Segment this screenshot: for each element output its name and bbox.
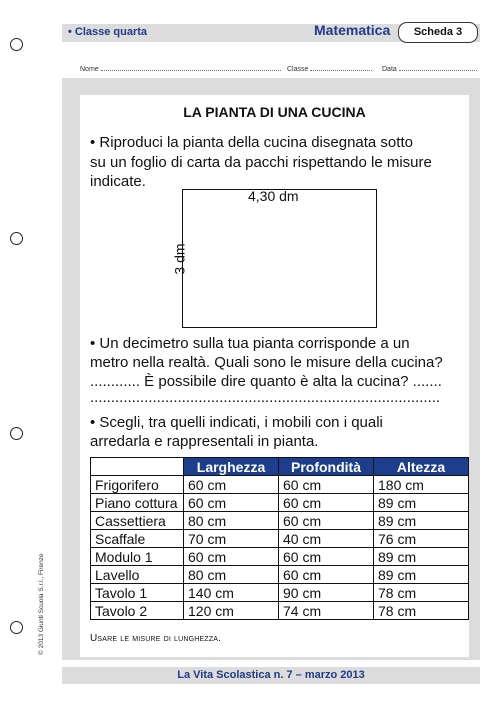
- depth-cell: 60 cm: [279, 548, 374, 566]
- header-height: Altezza: [374, 458, 469, 476]
- furniture-name: Lavello: [91, 566, 184, 584]
- table-row: [91, 530, 469, 548]
- copyright-notice: © 2013 Giunti Scuola S.r.l., Firenze: [38, 553, 45, 655]
- width-cell: 60 cm: [184, 476, 279, 494]
- furniture-table: [90, 457, 469, 620]
- table-row: [91, 548, 469, 566]
- table-row: [91, 476, 469, 494]
- footer-bar: La Vita Scolastica n. 7 – marzo 2013: [62, 667, 480, 684]
- plan-width-label: 4,30 dm: [248, 188, 299, 204]
- table-corner-cell: [91, 458, 184, 476]
- instruction-3-line-2: arredarla e rappresentali in pianta.: [90, 433, 319, 450]
- class-field[interactable]: [287, 64, 372, 73]
- depth-cell: 90 cm: [279, 584, 374, 602]
- class-blank[interactable]: [310, 64, 372, 71]
- answer-dotted-line[interactable]: ....................................................................................: [90, 389, 441, 406]
- depth-cell: 60 cm: [279, 512, 374, 530]
- width-cell: 70 cm: [184, 530, 279, 548]
- header-width: Larghezza: [184, 458, 279, 476]
- depth-cell: 74 cm: [279, 602, 374, 620]
- table-row: [91, 584, 469, 602]
- instruction-3-line-1: • Scegli, tra quelli indicati, i mobili con i quali: [90, 414, 383, 431]
- table-row: [91, 494, 469, 512]
- date-label: Data: [382, 66, 397, 73]
- furniture-name: Modulo 1: [91, 548, 184, 566]
- table-row: [91, 602, 469, 620]
- subject-title: Matematica: [314, 22, 391, 38]
- plan-height-label: 3 dm: [171, 243, 188, 275]
- furniture-name: Cassettiera: [91, 512, 184, 530]
- height-cell: 89 cm: [374, 548, 469, 566]
- height-cell: 78 cm: [374, 602, 469, 620]
- name-label: Nome: [80, 66, 99, 73]
- table-row: [91, 566, 469, 584]
- name-blank[interactable]: [101, 64, 281, 71]
- binder-hole-4: [10, 621, 23, 634]
- binder-hole-3: [10, 427, 23, 440]
- binder-hole-2: [10, 232, 23, 245]
- instruction-2-line-1: • Un decimetro sulla tua pianta corrisponde a un: [90, 335, 410, 352]
- table-row: [91, 512, 469, 530]
- width-cell: 80 cm: [184, 512, 279, 530]
- measurement-note: Usare le misure di lunghezza.: [90, 633, 222, 644]
- instruction-1-line-1: • Riproduci la pianta della cucina disegnata sotto: [90, 134, 413, 151]
- class-field-label: Classe: [287, 66, 309, 73]
- width-cell: 80 cm: [184, 566, 279, 584]
- depth-cell: 60 cm: [279, 494, 374, 512]
- class-label: • Classe quarta: [68, 26, 148, 38]
- kitchen-plan-rectangle: [182, 189, 377, 328]
- name-field[interactable]: [80, 64, 281, 73]
- depth-cell: 40 cm: [279, 530, 374, 548]
- height-cell: 76 cm: [374, 530, 469, 548]
- instruction-2-line-2: metro nella realtà. Quali sono le misure della cucina?: [90, 354, 443, 371]
- width-cell: 60 cm: [184, 548, 279, 566]
- depth-cell: 60 cm: [279, 476, 374, 494]
- height-cell: 89 cm: [374, 512, 469, 530]
- instruction-2-line-3[interactable]: ............ È possibile dire quanto è alta la cucina? .......: [90, 373, 442, 390]
- width-cell: 60 cm: [184, 494, 279, 512]
- date-blank[interactable]: [399, 64, 477, 71]
- furniture-name: Piano cottura: [91, 494, 184, 512]
- instruction-1-line-2: su un foglio di carta da pacchi rispettando le misure: [90, 154, 432, 171]
- depth-cell: 60 cm: [279, 566, 374, 584]
- date-field[interactable]: [382, 64, 477, 73]
- furniture-name: Scaffale: [91, 530, 184, 548]
- header-depth: Profondità: [279, 458, 374, 476]
- sheet-number-badge: Scheda 3: [398, 22, 478, 43]
- height-cell: 89 cm: [374, 494, 469, 512]
- width-cell: 140 cm: [184, 584, 279, 602]
- height-cell: 78 cm: [374, 584, 469, 602]
- height-cell: 180 cm: [374, 476, 469, 494]
- height-cell: 89 cm: [374, 566, 469, 584]
- table-header-row: [91, 458, 469, 476]
- furniture-name: Frigorifero: [91, 476, 184, 494]
- binder-hole-1: [10, 38, 23, 51]
- furniture-name: Tavolo 1: [91, 584, 184, 602]
- instruction-1-line-3: indicate.: [90, 173, 146, 190]
- furniture-name: Tavolo 2: [91, 602, 184, 620]
- width-cell: 120 cm: [184, 602, 279, 620]
- worksheet-title: LA PIANTA DI UNA CUCINA: [183, 104, 366, 120]
